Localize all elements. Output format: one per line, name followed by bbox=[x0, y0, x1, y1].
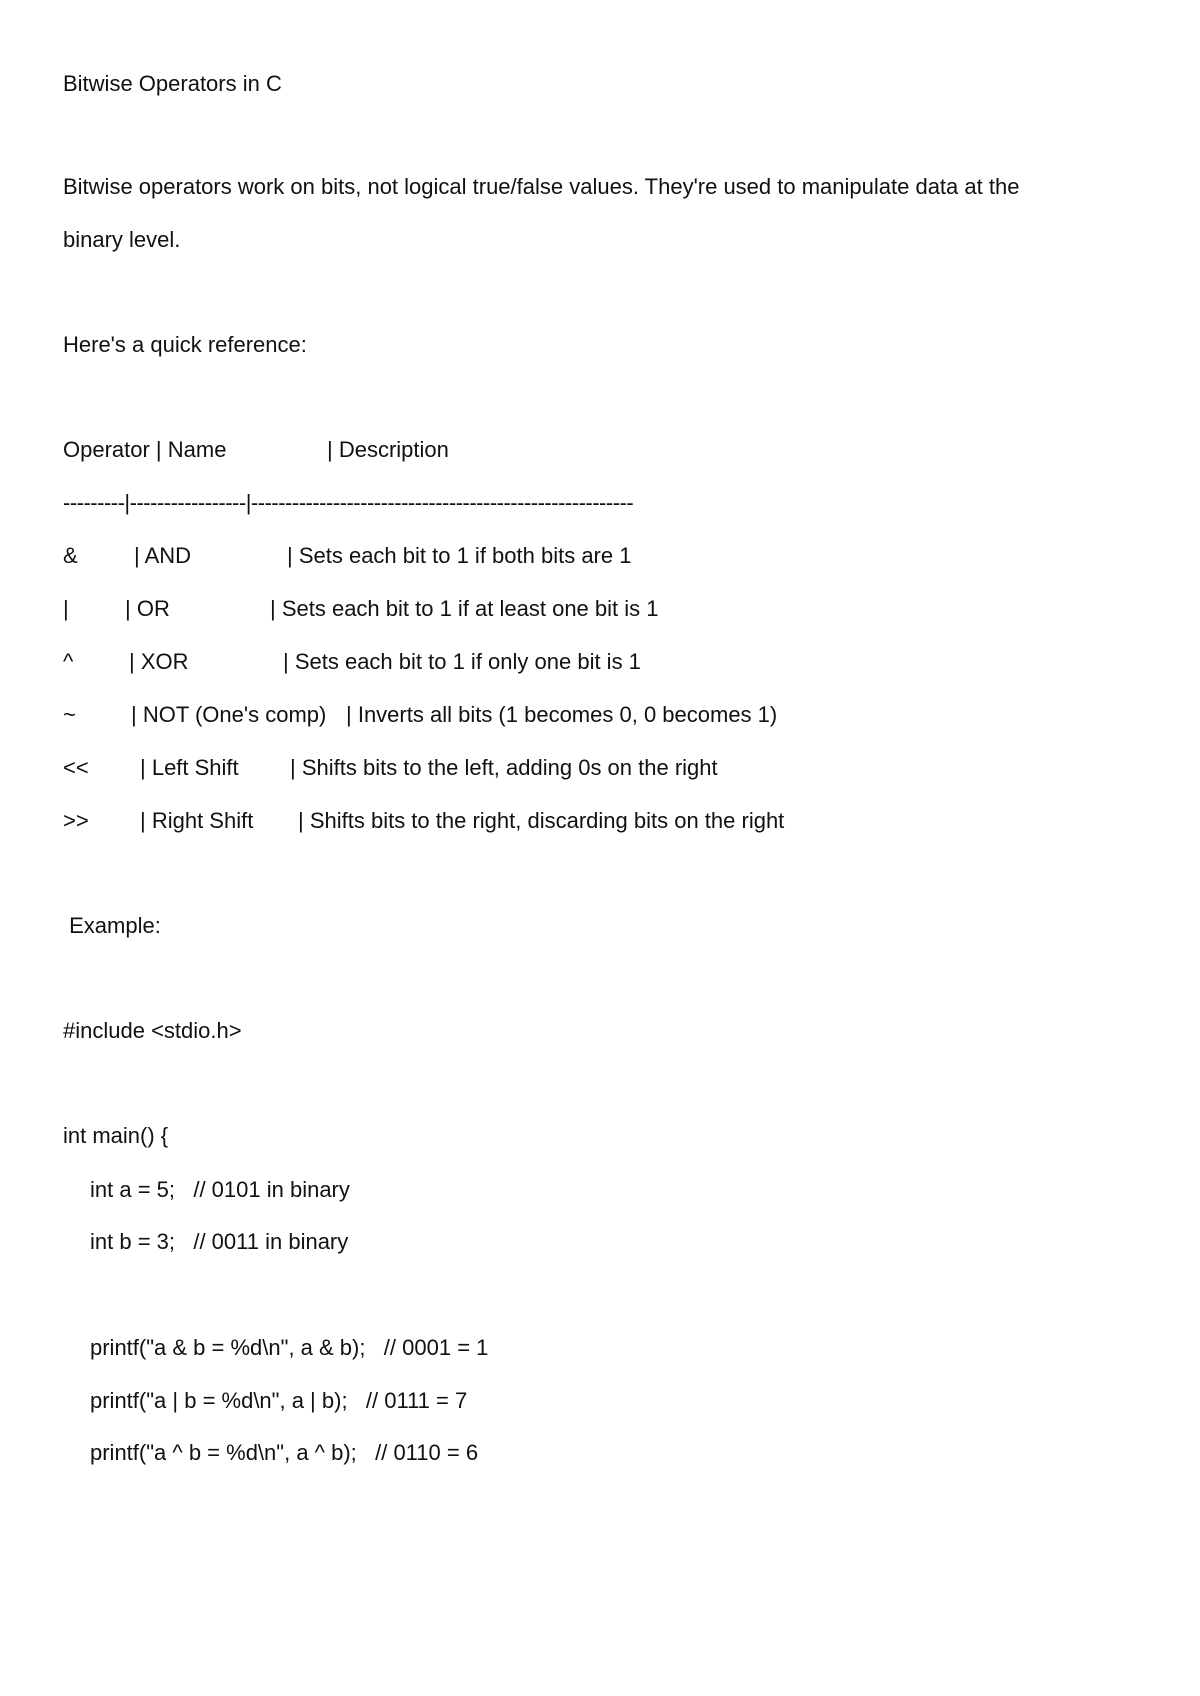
row-name: | OR bbox=[125, 596, 170, 621]
code-include: #include <stdio.h> bbox=[63, 1018, 242, 1043]
table-divider: ---------|-----------------|-------------------------------------------------------- bbox=[63, 490, 634, 515]
header-description: | Description bbox=[327, 437, 449, 462]
table-row bbox=[0, 651, 1200, 681]
row-operator: ~ bbox=[63, 702, 76, 727]
code-print-and: printf("a & b = %d\n", a & b); // 0001 = 1 bbox=[90, 1335, 489, 1360]
reference-heading: Here's a quick reference: bbox=[63, 332, 307, 357]
row-description: | Sets each bit to 1 if only one bit is 1 bbox=[283, 649, 641, 674]
code-main-open: int main() { bbox=[63, 1123, 169, 1148]
table-row bbox=[0, 545, 1200, 575]
row-name: | NOT (One's comp) bbox=[131, 702, 327, 727]
row-name: | Left Shift bbox=[140, 755, 239, 780]
row-name: | XOR bbox=[129, 649, 189, 674]
row-operator: & bbox=[63, 543, 78, 568]
row-operator: >> bbox=[63, 808, 89, 833]
row-description: | Inverts all bits (1 becomes 0, 0 becomes 1) bbox=[346, 702, 778, 727]
row-operator: ^ bbox=[63, 649, 74, 674]
table-row bbox=[0, 810, 1200, 840]
table-row bbox=[0, 704, 1200, 734]
row-name: | Right Shift bbox=[140, 808, 254, 833]
header-operator-name: Operator | Name bbox=[63, 437, 227, 462]
row-name: | AND bbox=[134, 543, 192, 568]
example-heading: Example: bbox=[63, 913, 161, 938]
row-description: | Sets each bit to 1 if both bits are 1 bbox=[287, 543, 632, 568]
code-print-or: printf("a | b = %d\n", a | b); // 0111 = 7 bbox=[90, 1388, 468, 1413]
row-description: | Shifts bits to the right, discarding bits on the right bbox=[298, 808, 785, 833]
table-row bbox=[0, 598, 1200, 628]
table-header bbox=[0, 439, 1200, 469]
code-decl-a: int a = 5; // 0101 in binary bbox=[90, 1177, 350, 1202]
row-description: | Shifts bits to the left, adding 0s on the right bbox=[290, 755, 718, 780]
row-operator: | bbox=[63, 596, 69, 621]
code-decl-b: int b = 3; // 0011 in binary bbox=[90, 1229, 349, 1254]
document-title: Bitwise Operators in C bbox=[63, 71, 282, 96]
intro-line-1: Bitwise operators work on bits, not logical true/false values. They're used to manipulate data at the bbox=[63, 174, 1020, 199]
row-operator: << bbox=[63, 755, 89, 780]
row-description: | Sets each bit to 1 if at least one bit is 1 bbox=[270, 596, 659, 621]
table-row bbox=[0, 757, 1200, 787]
intro-line-2: binary level. bbox=[63, 227, 181, 252]
code-print-xor: printf("a ^ b = %d\n", a ^ b); // 0110 = 6 bbox=[90, 1440, 479, 1465]
